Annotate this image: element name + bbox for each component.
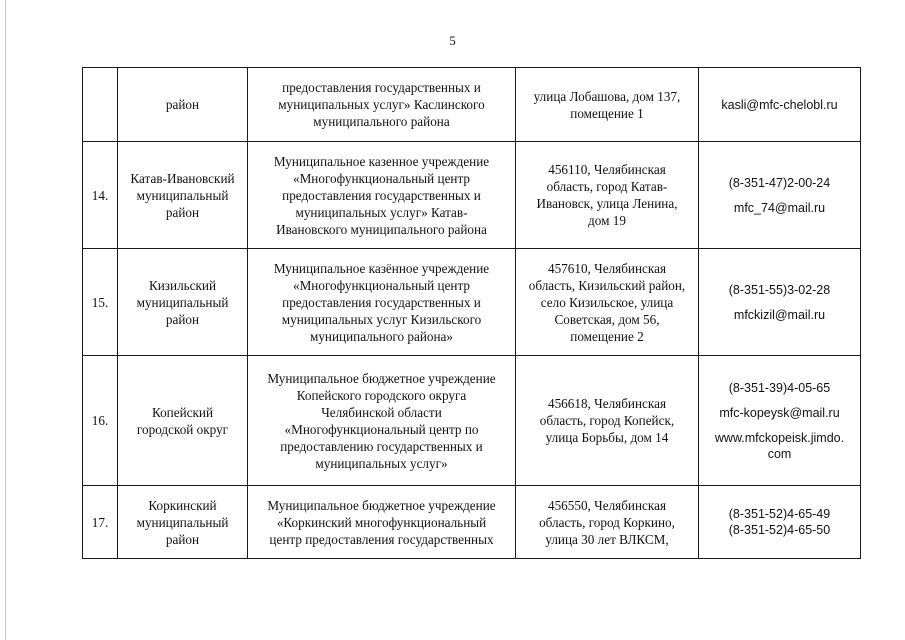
table-row [83, 356, 861, 486]
district-line: Коркинский [148, 497, 217, 513]
institution-cell [248, 249, 516, 356]
institution-line: муниципального района» [309, 328, 453, 344]
address-line: Советская, дом 56, [554, 311, 660, 327]
row-number-cell [83, 68, 118, 142]
district-cell [118, 142, 248, 249]
address-line: 456110, Челябинская [548, 162, 666, 177]
page-number: 5 [449, 33, 456, 48]
district-line: Катав-Ивановский [130, 170, 235, 186]
address-line: область, город Копейск, [539, 413, 675, 428]
contacts-cell [699, 356, 861, 486]
address-line: область, город Коркино, [539, 514, 675, 530]
district-line: Копейский [151, 404, 214, 420]
district-cell [118, 356, 248, 486]
row-number-cell: 16. [83, 356, 118, 486]
address-line: 456550, Челябинская [547, 497, 667, 513]
address-line: область, Кизильский район, [528, 277, 686, 293]
address-line: 456618, Челябинская [547, 396, 667, 411]
phone-number: (8-351-55)3-02-28 [728, 282, 831, 297]
table-row [83, 68, 861, 142]
district-line: район [165, 311, 200, 327]
address-cell [516, 142, 699, 249]
institution-line: «Многофункциональный центр [292, 170, 470, 186]
address-line: село Кизильское, улица [540, 294, 674, 310]
website-link[interactable]: www.mfckopeisk.jimdo. [714, 430, 845, 445]
institution-line: Муниципальное бюджетное учреждение [267, 497, 496, 513]
address-line: помещение 2 [570, 328, 644, 344]
institution-line: Муниципальное казённое учреждение [273, 260, 490, 276]
page-edge-line [5, 0, 6, 640]
address-line: дом 19 [588, 213, 626, 228]
address-cell [516, 249, 699, 356]
email-link[interactable]: mfckizil@mail.ru [733, 307, 826, 322]
contacts-cell [699, 68, 861, 142]
address-cell [516, 486, 699, 559]
phone-number: (8-351-39)4-05-65 [728, 380, 831, 395]
table-row [83, 486, 861, 559]
district-line: городской округ [136, 421, 229, 437]
district-line: муниципальный [136, 294, 229, 310]
contacts-cell [699, 142, 861, 249]
institution-line: «Многофункциональный центр по [284, 421, 479, 437]
email-link[interactable]: mfc-kopeysk@mail.ru [719, 405, 840, 420]
district-cell [118, 68, 248, 142]
institution-cell [248, 486, 516, 559]
institution-line: «Многофункциональный центр [292, 277, 470, 293]
district-line: муниципальный [136, 514, 229, 530]
row-number-cell: 15. [83, 249, 118, 356]
district-line: район [165, 531, 200, 547]
institution-line: предоставления государственных и [282, 80, 481, 95]
email-link[interactable]: kasli@mfc-chelobl.ru [721, 97, 838, 112]
table-row [83, 249, 861, 356]
institution-line: «Коркинский многофункциональный [276, 514, 487, 530]
address-cell [516, 68, 699, 142]
institution-line: Челябинской области [321, 404, 442, 420]
district-cell [118, 249, 248, 356]
phone-number: (8-351-52)4-65-50 [728, 523, 831, 537]
district-line: район [165, 97, 200, 112]
address-line: область, город Катав- [546, 179, 668, 194]
institution-line: муниципального района [313, 114, 450, 129]
district-line: Кизильский [148, 277, 217, 293]
district-line: район [165, 204, 200, 220]
institution-line: Ивановского муниципального района [276, 221, 487, 237]
institution-cell [248, 142, 516, 249]
institution-line: муниципальных услуг» Катав- [295, 204, 468, 220]
contacts-cell [699, 486, 861, 559]
institution-line: предоставления государственных и [282, 294, 481, 310]
institution-line: предоставления государственных и [282, 187, 481, 203]
website-link-continued[interactable]: com [767, 446, 792, 461]
phone-number: (8-351-47)2-00-24 [728, 175, 831, 190]
contacts-cell [699, 249, 861, 356]
address-line: Ивановск, улица Ленина, [536, 196, 678, 211]
address-line: улица Лобашова, дом 137, [533, 88, 681, 104]
institution-line: предоставлению государственных и [280, 438, 483, 454]
address-cell [516, 356, 699, 486]
address-line: помещение 1 [570, 105, 644, 121]
institution-cell [248, 356, 516, 486]
phone-number: (8-351-52)4-65-49 [728, 507, 831, 521]
district-line: муниципальный [136, 187, 229, 203]
institution-line: Муниципальное бюджетное учреждение [267, 370, 496, 386]
institution-line: муниципальных услуг» [315, 455, 448, 471]
institution-cell [248, 68, 516, 142]
address-line: улица Борьбы, дом 14 [545, 430, 669, 445]
institution-line: Копейского городского округа [296, 387, 467, 403]
institution-line: муниципальных услуг» Каслинского [278, 97, 485, 112]
institution-line: муниципальных услуг Кизильского [281, 311, 482, 327]
row-number-cell: 14. [83, 142, 118, 249]
mfc-registry-table [82, 67, 861, 559]
row-number-cell: 17. [83, 486, 118, 559]
table-row [83, 142, 861, 249]
email-link[interactable]: mfc_74@mail.ru [733, 200, 826, 215]
district-cell [118, 486, 248, 559]
address-line: 457610, Челябинская [547, 260, 667, 276]
institution-line: Муниципальное казенное учреждение [273, 153, 490, 169]
institution-line: центр предоставления государственных [269, 531, 494, 547]
address-line: улица 30 лет ВЛКСМ, [545, 531, 669, 547]
